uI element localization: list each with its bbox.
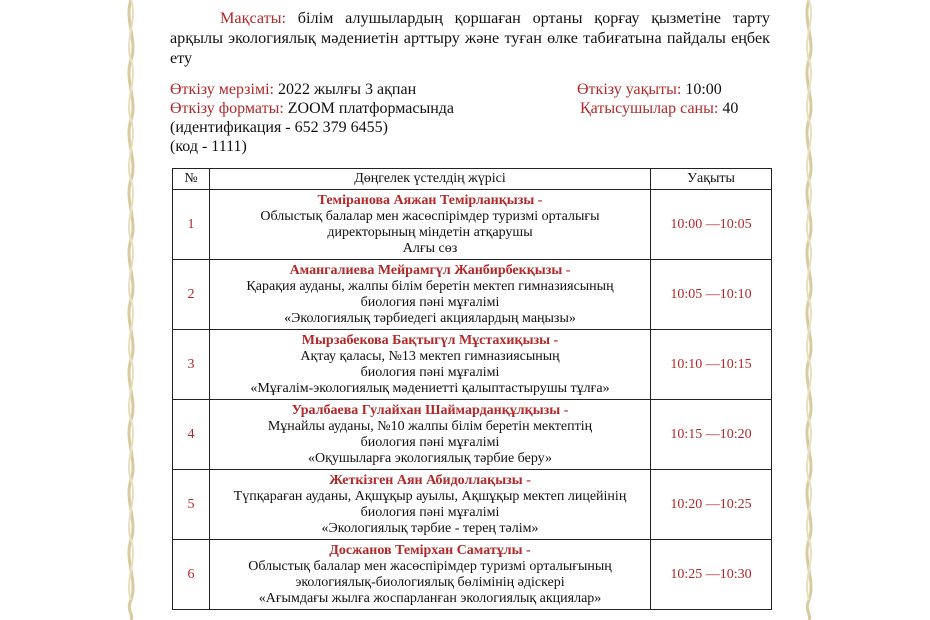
table-row [173,470,772,540]
ornament-border-left [122,0,140,620]
table-row [173,260,772,330]
row-agenda [210,400,651,470]
row-agenda [210,260,651,330]
speech-topic: «Оқушыларға экологиялық тәрбие беру» [307,450,552,466]
row-number: 4 [173,400,210,470]
speech-topic: «Ағымдағы жылға жоспарланған экологиялық акциялар» [258,590,602,606]
time-value: 10:00 [681,81,722,98]
event-info [170,80,770,160]
speaker-name: Мырзабекова Бақтыгүл Мұстахиқызы - [301,332,559,348]
row-number: 3 [173,330,210,400]
row-time: 10:10 —10:15 [651,330,772,400]
row-number: 1 [173,190,210,260]
document-header [170,8,770,160]
speaker-name: Досжанов Темірхан Саматұлы - [329,542,531,558]
speaker-position: экологиялық-биологиялық бөлімінің әдіскері [295,574,565,590]
program-table [172,168,772,610]
speaker-position: директорының міндетін атқарушы [327,224,533,240]
format-label: Өткізу форматы: [170,100,284,117]
row-agenda [210,190,651,260]
row-time: 10:25 —10:30 [651,540,772,610]
row-time: 10:20 —10:25 [651,470,772,540]
speaker-position: биология пәні мұғалімі [360,364,500,380]
ornament-border-right [800,0,818,620]
row-time: 10:15 —10:20 [651,400,772,470]
speaker-position: Қарақия ауданы, жалпы білім беретін мектеп гимназиясының [246,278,614,294]
zoom-code: (код - 1111) [170,138,247,155]
row-time: 10:05 —10:10 [651,260,772,330]
format-value: ZOOM платформасында [283,100,454,117]
participants-row [580,99,738,118]
date-row [170,80,416,99]
time-label: Өткізу уақыты: [577,81,682,98]
speaker-position: биология пәні мұғалімі [360,294,500,310]
header-time: Уақыты [651,169,772,190]
row-number: 6 [173,540,210,610]
row-time: 10:00 —10:05 [651,190,772,260]
header-number: № [173,169,210,190]
goal-label: Мақсаты: [220,9,287,27]
speaker-name: Уралбаева Гулайхан Шаймарданқұлқызы - [291,402,569,418]
speaker-position: Түпқараған ауданы, Ақшұқыр ауылы, Ақшұқыр мектеп лицейінің [233,488,627,504]
speaker-name: Теміранова Аяжан Темірланқызы - [317,192,543,208]
speaker-position: Ақтау қаласы, №13 мектеп гимназиясының [300,348,560,364]
zoom-id: (идентификация - 652 379 6455) [170,119,388,136]
speech-topic: «Экологиялық тәрбиедегі акциялардың маңызы» [284,310,576,326]
goal-text: білім алушылардың қоршаған ортаны қорғау қызметіне тарту арқылы экологиялық мәдениетін арттыру және туған өлке табиғатына пайдалы еңбек ету [170,9,770,67]
participants-value: 40 [718,100,739,117]
table-row [173,400,772,470]
speech-topic: Алғы сөз [402,240,458,256]
table-row [173,330,772,400]
format-row [170,99,454,118]
participants-label: Қатысушылар саны: [580,100,719,117]
table-row [173,540,772,610]
speaker-position: биология пәні мұғалімі [360,504,500,520]
row-agenda [210,330,651,400]
speaker-position: Мұнайлы ауданы, №10 жалпы білім беретін мектептің [267,418,593,434]
row-number: 5 [173,470,210,540]
table-row [173,190,772,260]
goal-paragraph [170,8,770,68]
row-number: 2 [173,260,210,330]
time-row [577,80,722,99]
speech-topic: «Экологиялық тәрбие - терең тәлім» [321,520,539,536]
table-header-row [173,169,772,190]
speaker-position: Облыстық балалар мен жасөспірімдер туризмі орталығы [260,208,600,224]
speaker-name: Амангалиева Мейрамгүл Жанбирбекқызы - [289,262,571,278]
speaker-name: Жеткізген Аян Абидоллақызы - [329,472,531,488]
date-label: Өткізу мерзімі: [170,81,274,98]
speaker-position: Облыстық балалар мен жасөспірімдер туризмі орталығының [248,558,612,574]
header-agenda: Дөңгелек үстелдің жүрісі [210,169,651,190]
date-value: 2022 жылғы 3 ақпан [273,81,417,98]
row-agenda [210,540,651,610]
speaker-position: биология пәні мұғалімі [360,434,500,450]
row-agenda [210,470,651,540]
speech-topic: «Мұғалім-экологиялық мәдениетті қалыптастырушы тұлға» [250,380,610,396]
